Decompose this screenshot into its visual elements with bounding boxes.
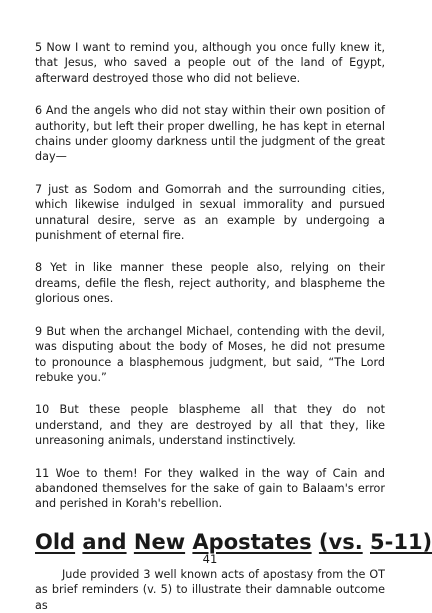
heading-word-new: New <box>133 529 186 554</box>
verse-9: 9 But when the archangel Michael, contending with the devil, was disputing about the body of Moses, he did not presume to pronounce a blasphemous judgment, but said, “The Lord rebuke you.” <box>35 324 385 384</box>
verse-7: 7 just as Sodom and Gomorrah and the surrounding cities, which likewise indulged in sexual immorality and pursued unnatural desire, serve as an example by undergoing a punishment of eternal fire. <box>35 182 385 243</box>
heading-word-old: Old <box>35 529 76 554</box>
heading-word-vs: (vs. <box>318 529 363 554</box>
verse-8: 8 Yet in like manner these people also, relying on their dreams, defile the flesh, reject authority, and blaspheme the glorious ones. <box>35 261 385 306</box>
section-heading <box>35 529 432 555</box>
verse-10: 10 But these people blaspheme all that they do not understand, and they are destroyed by all that they, like unreasoning animals, understand instinctively. <box>35 403 385 448</box>
verse-6: 6 And the angels who did not stay within their own position of authority, but left their proper dwelling, he has kept in eternal chains under gloomy darkness until the judgment of the great day— <box>35 104 385 164</box>
verse-5: 5 Now I want to remind you, although you once fully knew it, that Jesus, who saved a people out of the land of Egypt, afterward destroyed those who did not believe. <box>35 41 385 85</box>
page-number: 41 <box>202 552 218 566</box>
verse-11: 11 Woe to them! For they walked in the way of Cain and abandoned themselves for the sake of gain to Balaam's error and perished in Korah's rebellion. <box>35 466 385 511</box>
body-paragraph: Jude provided 3 well known acts of apostasy from the OT as brief reminders (v. 5) to illustrate their damnable outcome as <box>35 567 385 612</box>
heading-word-apostates: Apostates <box>192 529 312 554</box>
heading-word-and: and <box>82 529 127 554</box>
heading-word-range: 5-11) <box>370 529 432 554</box>
